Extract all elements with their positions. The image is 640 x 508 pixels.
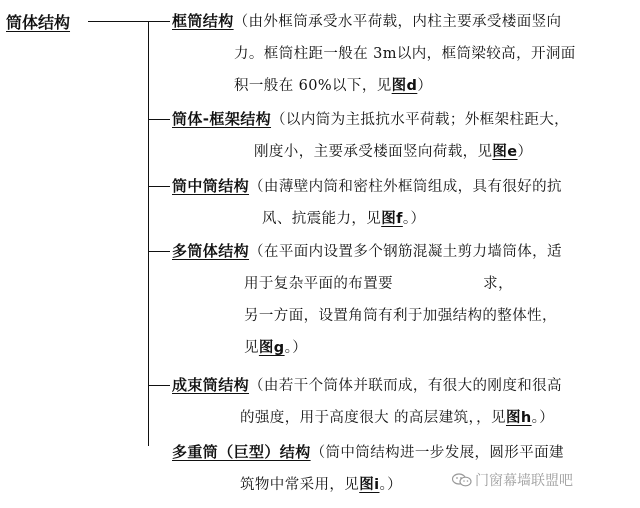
entry-text: 的强度，用于高度很大 的高层建筑，，见 [240,410,506,426]
entry-mega-tube [172,436,564,501]
entry-text: 积一般在 60%以下，见 [234,78,392,94]
branch-line [148,186,170,187]
entry-name: 多筒体结构 [172,242,250,260]
branch-line [148,251,170,252]
entry-text: 风、抗震能力，见 [262,211,382,227]
watermark [452,470,573,490]
entry-text: 另一方面，设置角筒有利于加强结构的整体性， [244,308,557,324]
branch-line [148,385,170,386]
figure-ref: 图f [381,211,403,227]
entry-multi-tube [172,235,562,364]
entry-name: 框筒结构 [172,12,234,30]
entry-text: （由若干个筒体并联而成，有很大的刚度和很高 [249,378,562,394]
figure-ref: 图h [505,410,532,426]
entry-name: 成束筒结构 [172,376,250,394]
entry-text: （由薄壁内筒和密柱外框筒组成，具有很好的抗 [249,179,562,195]
entry-frame-tube [172,5,576,102]
figure-ref: 图g [258,340,285,356]
entry-text: （筒中筒结构进一步发展，圆形平面建 [310,445,564,461]
entry-bundled-tube [172,369,562,434]
entry-text: 见 [244,340,259,356]
entry-text: （由外框筒承受水平荷载，内柱主要承受楼面竖向 [233,14,562,30]
entry-text: （在平面内设置多个钢筋混凝土剪力墙筒体，适 [249,244,562,260]
entry-text: ） [417,78,433,94]
watermark-text: 门窗幕墙联盟吧 [475,473,573,489]
figure-ref: 图i [359,477,380,493]
entry-text: 。） [284,340,308,356]
entry-text: 筑物中常采用，见 [240,477,360,493]
entry-text: 力。框筒柱距一般在 3m以内，框筒梁较高，开洞面 [234,46,576,62]
wechat-icon [452,473,472,487]
entry-text: 用于复杂平面的布置要 求， [244,276,513,292]
entry-name: 多重筒（巨型）结构 [172,443,311,461]
figure-ref: 图d [391,78,418,94]
entry-text: 刚度小，主要承受楼面竖向荷载，见 [254,144,493,160]
entry-text: ） [517,144,533,160]
tree-trunk [148,21,149,446]
entry-tube-frame [172,103,569,168]
tree-connector [88,21,148,22]
branch-line [148,119,170,120]
figure-ref: 图e [492,144,518,160]
entry-text: 。） [531,410,555,426]
root-title: 筒体结构 [6,13,71,32]
entry-tube-in-tube [172,170,562,235]
branch-line [148,21,170,22]
entry-text: 。） [402,211,426,227]
entry-name: 筒体-框架结构 [172,110,272,128]
entry-text: （以内筒为主抵抗水平荷载；外框架柱距大， [271,112,570,128]
entry-text: 。） [379,477,403,493]
entry-name: 筒中筒结构 [172,177,250,195]
